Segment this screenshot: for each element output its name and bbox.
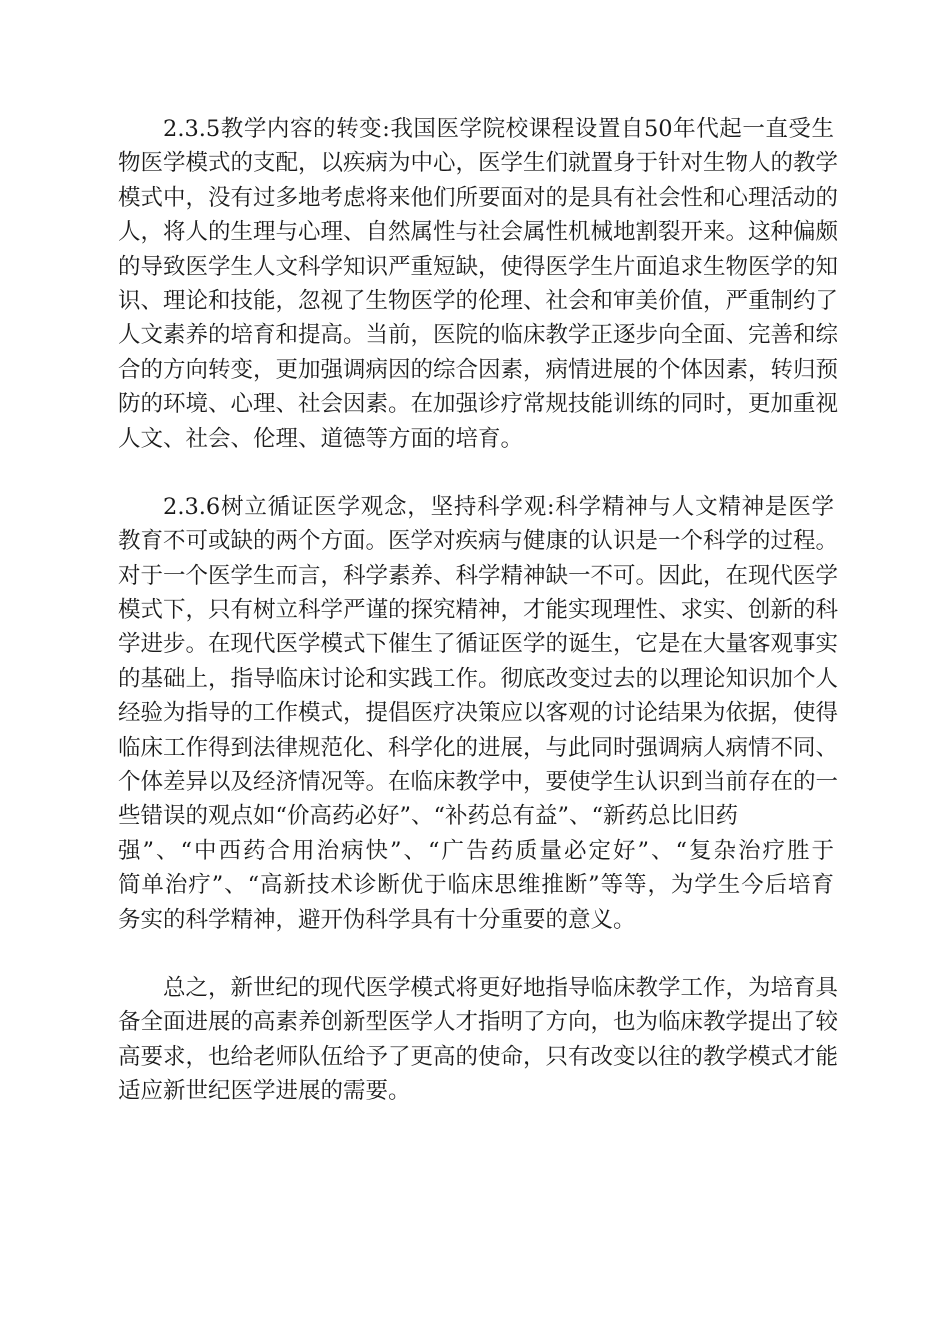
paragraph-spacer xyxy=(118,937,834,971)
text-line: 识、理论和技能，忽视了生物医学的伦理、社会和审美价值，严重制约了 xyxy=(118,287,839,314)
text-line: 总之，新世纪的现代医学模式将更好地指导临床教学工作，为培育具 xyxy=(163,974,839,1001)
text-line: 2.3.6树立循证医学观念，坚持科学观:科学精神与人文精神是医学 xyxy=(163,493,834,520)
text-line: 的基础上，指导临床讨论和实践工作。彻底改变过去的以理论知识加个人 xyxy=(118,665,839,692)
text-line: 的导致医学生人文科学知识严重短缺，使得医学生片面追求生物医学的知 xyxy=(118,253,839,280)
paragraph-2-3-5 xyxy=(118,112,839,456)
text-line: 简单治疗”、“高新技术诊断优于临床思维推断”等等，为学生今后培育 xyxy=(118,872,834,899)
text-line: 些错误的观点如“价高药必好”、“补药总有益”、“新药总比旧药 xyxy=(118,803,739,830)
text-line: 经验为指导的工作模式，提倡医疗决策应以客观的讨论结果为依据，使得 xyxy=(118,700,839,727)
text-line: 强”、“中西药合用治病快”、“广告药质量必定好”、“复杂治疗胜于 xyxy=(118,837,834,864)
text-line: 教育不可或缺的两个方面。医学对疾病与健康的认识是一个科学的过程。 xyxy=(118,528,839,555)
text-line: 个体差异以及经济情况等。在临床教学中，要使学生认识到当前存在的一 xyxy=(118,769,839,796)
text-line: 模式中，没有过多地考虑将来他们所要面对的是具有社会性和心理活动的 xyxy=(118,184,839,211)
text-line: 人文、社会、伦理、道德等方面的培育。 xyxy=(118,425,524,452)
paragraph-2-3-6 xyxy=(118,490,839,937)
text-line: 务实的科学精神，避开伪科学具有十分重要的意义。 xyxy=(118,906,636,933)
text-line: 人文素养的培育和提高。当前，医院的临床教学正逐步向全面、完善和综 xyxy=(118,322,839,349)
text-line: 适应新世纪医学进展的需要。 xyxy=(118,1078,411,1105)
text-line: 备全面进展的高素养创新型医学人才指明了方向，也为临床教学提出了较 xyxy=(118,1009,839,1036)
text-line: 学进步。在现代医学模式下催生了循证医学的诞生，它是在大量客观事实 xyxy=(118,631,839,658)
text-line: 2.3.5教学内容的转变:我国医学院校课程设置自50年代起一直受生 xyxy=(163,116,834,142)
text-line: 模式下，只有树立科学严谨的探究精神，才能实现理性、求实、创新的科 xyxy=(118,597,839,624)
text-line: 对于一个医学生而言，科学素养、科学精神缺一不可。因此，在现代医学 xyxy=(118,562,839,589)
paragraph-conclusion xyxy=(118,971,839,1109)
text-line: 物医学模式的支配，以疾病为中心，医学生们就置身于针对生物人的教学 xyxy=(118,150,839,177)
paragraph-spacer xyxy=(118,456,834,490)
text-line: 临床工作得到法律规范化、科学化的进展，与此同时强调病人病情不同、 xyxy=(118,734,839,761)
text-line: 人，将人的生理与心理、自然属性与社会属性机械地割裂开来。这种偏颇 xyxy=(118,219,839,246)
document-page xyxy=(118,112,839,1109)
text-line: 防的环境、心理、社会因素。在加强诊疗常规技能训练的同时，更加重视 xyxy=(118,391,839,418)
text-line: 合的方向转变，更加强调病因的综合因素，病情进展的个体因素，转归预 xyxy=(118,356,839,383)
text-line: 高要求，也给老师队伍给予了更高的使命，只有改变以往的教学模式才能 xyxy=(118,1043,839,1070)
